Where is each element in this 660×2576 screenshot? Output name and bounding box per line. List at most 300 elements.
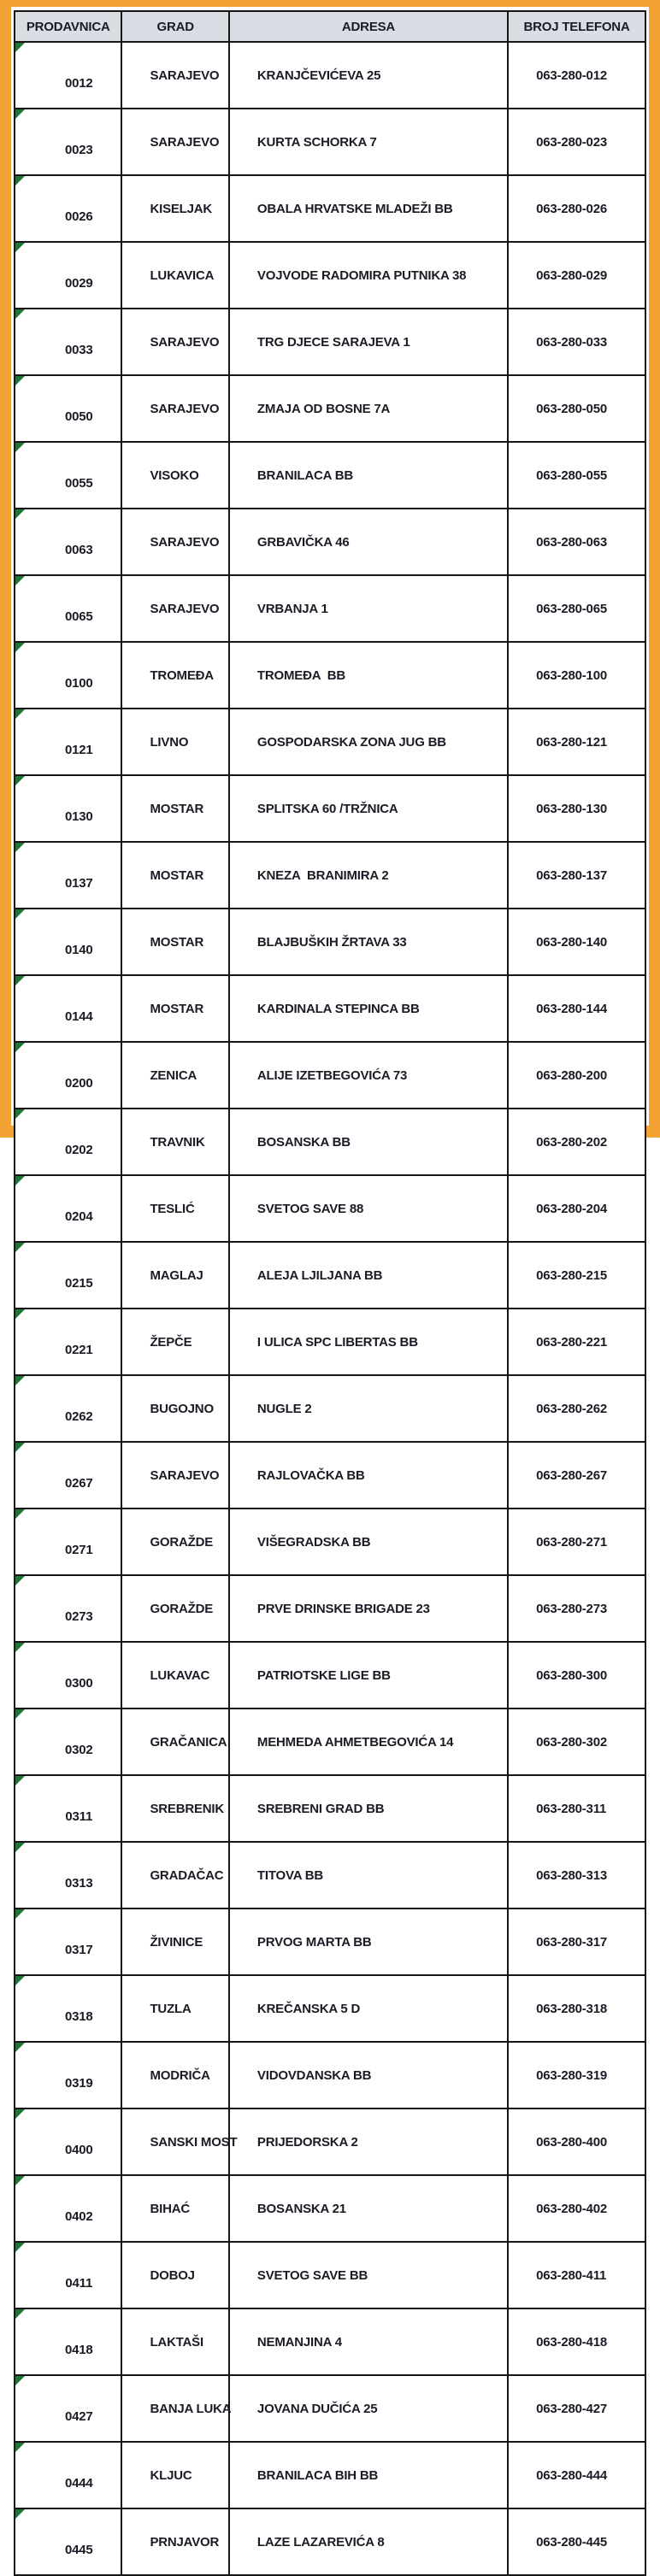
phone-number: 063-280-023 bbox=[536, 134, 607, 150]
cell-prodavnica bbox=[15, 1309, 121, 1375]
street-address: ALIJE IZETBEGOVIĆA 73 bbox=[256, 1067, 408, 1083]
cell-prodavnica bbox=[15, 2175, 121, 2242]
phone-number: 063-280-204 bbox=[536, 1201, 607, 1216]
cell-broj-telefona bbox=[508, 1442, 645, 1509]
store-code: 0411 bbox=[65, 2276, 93, 2291]
city-name: SARAJEVO bbox=[150, 134, 220, 150]
cell-broj-telefona bbox=[508, 309, 645, 375]
green-triangle-icon bbox=[15, 776, 25, 785]
stores-table bbox=[14, 10, 646, 2576]
col-header-broj-telefona: BROJ TELEFONA bbox=[508, 11, 645, 42]
street-address: BOSANSKA BB bbox=[256, 1134, 351, 1150]
green-triangle-icon bbox=[15, 176, 25, 185]
green-triangle-icon bbox=[15, 2509, 25, 2519]
cell-broj-telefona bbox=[508, 709, 645, 775]
cell-adresa bbox=[229, 2308, 508, 2375]
green-triangle-icon bbox=[15, 1443, 25, 1452]
cell-grad bbox=[121, 309, 228, 375]
cell-adresa bbox=[229, 1642, 508, 1709]
phone-number: 063-280-050 bbox=[536, 401, 607, 416]
cell-adresa bbox=[229, 1509, 508, 1575]
cell-adresa bbox=[229, 1442, 508, 1509]
cell-grad bbox=[121, 1109, 228, 1175]
city-name: SARAJEVO bbox=[150, 68, 220, 83]
store-code: 0130 bbox=[64, 809, 93, 824]
cell-grad bbox=[121, 1509, 228, 1575]
cell-prodavnica bbox=[15, 709, 121, 775]
store-code: 0144 bbox=[64, 1009, 93, 1024]
cell-adresa bbox=[229, 1709, 508, 1775]
green-triangle-icon bbox=[15, 443, 25, 452]
street-address: VIŠEGRADSKA BB bbox=[256, 1534, 371, 1550]
city-name: BIHAĆ bbox=[150, 2201, 190, 2216]
cell-grad bbox=[121, 1175, 228, 1242]
table-row bbox=[15, 42, 645, 109]
city-name: GRAČANICA bbox=[150, 1734, 227, 1750]
cell-broj-telefona bbox=[508, 1642, 645, 1709]
cell-grad bbox=[121, 2042, 228, 2108]
cell-broj-telefona bbox=[508, 242, 645, 309]
cell-broj-telefona bbox=[508, 642, 645, 709]
city-name: KISELJAK bbox=[150, 201, 213, 216]
city-name: MOSTAR bbox=[150, 1001, 204, 1016]
cell-broj-telefona bbox=[508, 1509, 645, 1575]
street-address: KREČANSKA 5 D bbox=[256, 2001, 361, 2016]
cell-adresa bbox=[229, 1042, 508, 1109]
cell-adresa bbox=[229, 2108, 508, 2175]
phone-number: 063-280-313 bbox=[536, 1867, 607, 1883]
store-code: 0012 bbox=[64, 76, 93, 91]
city-name: VISOKO bbox=[150, 468, 199, 483]
cell-broj-telefona bbox=[508, 842, 645, 909]
cell-prodavnica bbox=[15, 442, 121, 509]
phone-number: 063-280-267 bbox=[536, 1467, 607, 1483]
store-code: 0026 bbox=[64, 209, 93, 224]
cell-prodavnica bbox=[15, 175, 121, 242]
city-name: PRNJAVOR bbox=[150, 2534, 220, 2550]
store-code: 0271 bbox=[64, 1543, 93, 1557]
green-triangle-icon bbox=[15, 1843, 25, 1852]
cell-adresa bbox=[229, 175, 508, 242]
store-code: 0427 bbox=[64, 2409, 93, 2424]
cell-adresa bbox=[229, 909, 508, 975]
cell-prodavnica bbox=[15, 375, 121, 442]
phone-number: 063-280-318 bbox=[536, 2001, 607, 2016]
store-code: 0319 bbox=[64, 2076, 93, 2091]
cell-broj-telefona bbox=[508, 1375, 645, 1442]
cell-grad bbox=[121, 842, 228, 909]
street-address: PRVOG MARTA BB bbox=[256, 1934, 372, 1950]
city-name: LUKAVAC bbox=[150, 1667, 210, 1683]
cell-adresa bbox=[229, 2042, 508, 2108]
street-address: BRANILACA BIH BB bbox=[256, 2467, 379, 2483]
store-code: 0033 bbox=[64, 343, 93, 357]
phone-number: 063-280-427 bbox=[536, 2401, 607, 2416]
phone-number: 063-280-402 bbox=[536, 2201, 607, 2216]
green-triangle-icon bbox=[15, 1309, 25, 1319]
table-row bbox=[15, 2442, 645, 2508]
phone-number: 063-280-400 bbox=[536, 2134, 607, 2150]
table-row bbox=[15, 1642, 645, 1709]
cell-broj-telefona bbox=[508, 109, 645, 175]
phone-number: 063-280-055 bbox=[536, 468, 607, 483]
table-row bbox=[15, 2508, 645, 2575]
store-code: 0302 bbox=[64, 1743, 93, 1757]
col-header-adresa: ADRESA bbox=[229, 11, 508, 42]
table-row bbox=[15, 642, 645, 709]
cell-grad bbox=[121, 442, 228, 509]
green-triangle-icon bbox=[15, 1509, 25, 1519]
phone-number: 063-280-411 bbox=[536, 2267, 607, 2283]
table-row bbox=[15, 1175, 645, 1242]
cell-grad bbox=[121, 109, 228, 175]
city-name: TUZLA bbox=[150, 2001, 192, 2016]
phone-number: 063-280-202 bbox=[536, 1134, 607, 1150]
table-row bbox=[15, 309, 645, 375]
green-triangle-icon bbox=[15, 2443, 25, 2452]
cell-broj-telefona bbox=[508, 175, 645, 242]
cell-prodavnica bbox=[15, 2442, 121, 2508]
green-triangle-icon bbox=[15, 1909, 25, 1919]
city-name: BANJA LUKA bbox=[150, 2401, 232, 2416]
street-address: VOJVODE RADOMIRA PUTNIKA 38 bbox=[256, 268, 467, 283]
cell-prodavnica bbox=[15, 1442, 121, 1509]
table-row bbox=[15, 175, 645, 242]
table-row bbox=[15, 1309, 645, 1375]
store-code: 0065 bbox=[64, 609, 93, 624]
street-address: I ULICA SPC LIBERTAS BB bbox=[256, 1334, 418, 1350]
phone-number: 063-280-100 bbox=[536, 668, 607, 683]
street-address: GRBAVIČKA 46 bbox=[256, 534, 350, 550]
cell-grad bbox=[121, 1042, 228, 1109]
cell-grad bbox=[121, 1709, 228, 1775]
cell-prodavnica bbox=[15, 642, 121, 709]
green-triangle-icon bbox=[15, 909, 25, 919]
table-row bbox=[15, 375, 645, 442]
phone-number: 063-280-144 bbox=[536, 1001, 607, 1016]
green-triangle-icon bbox=[15, 709, 25, 719]
cell-adresa bbox=[229, 1575, 508, 1642]
cell-broj-telefona bbox=[508, 775, 645, 842]
cell-grad bbox=[121, 909, 228, 975]
cell-adresa bbox=[229, 709, 508, 775]
cell-grad bbox=[121, 175, 228, 242]
phone-number: 063-280-271 bbox=[536, 1534, 607, 1550]
street-address: OBALA HRVATSKE MLADEŽI BB bbox=[256, 201, 453, 216]
table-row bbox=[15, 909, 645, 975]
cell-broj-telefona bbox=[508, 2175, 645, 2242]
cell-grad bbox=[121, 1575, 228, 1642]
cell-prodavnica bbox=[15, 509, 121, 575]
phone-number: 063-280-063 bbox=[536, 534, 607, 550]
green-triangle-icon bbox=[15, 2176, 25, 2185]
cell-prodavnica bbox=[15, 2242, 121, 2308]
table-row bbox=[15, 1375, 645, 1442]
cell-adresa bbox=[229, 1242, 508, 1309]
phone-number: 063-280-300 bbox=[536, 1667, 607, 1683]
cell-adresa bbox=[229, 1842, 508, 1908]
city-name: MOSTAR bbox=[150, 867, 204, 883]
city-name: TROMEĐA bbox=[150, 668, 214, 683]
store-code: 0400 bbox=[64, 2143, 93, 2157]
store-code: 0418 bbox=[64, 2343, 93, 2357]
cell-broj-telefona bbox=[508, 1709, 645, 1775]
store-code: 0200 bbox=[64, 1076, 93, 1091]
cell-prodavnica bbox=[15, 1509, 121, 1575]
store-code: 0221 bbox=[64, 1343, 93, 1357]
street-address: JOVANA DUČIĆA 25 bbox=[256, 2401, 378, 2416]
store-code: 0121 bbox=[64, 743, 93, 757]
city-name: SANSKI MOST bbox=[150, 2134, 238, 2150]
street-address: PATRIOTSKE LIGE BB bbox=[256, 1667, 391, 1683]
street-address: ALEJA LJILJANA BB bbox=[256, 1267, 383, 1283]
store-code: 0204 bbox=[64, 1209, 93, 1224]
city-name: KLJUC bbox=[150, 2467, 192, 2483]
cell-grad bbox=[121, 1375, 228, 1442]
table-row bbox=[15, 842, 645, 909]
cell-prodavnica bbox=[15, 1842, 121, 1908]
green-triangle-icon bbox=[15, 1576, 25, 1585]
cell-adresa bbox=[229, 2175, 508, 2242]
cell-grad bbox=[121, 1309, 228, 1375]
cell-prodavnica bbox=[15, 1242, 121, 1309]
street-address: SPLITSKA 60 /TRŽNICA bbox=[256, 801, 398, 816]
city-name: SARAJEVO bbox=[150, 534, 220, 550]
table-row bbox=[15, 2042, 645, 2108]
store-code: 0262 bbox=[64, 1409, 93, 1424]
cell-grad bbox=[121, 1975, 228, 2042]
street-address: BRANILACA BB bbox=[256, 468, 353, 483]
table-row bbox=[15, 575, 645, 642]
cell-prodavnica bbox=[15, 2375, 121, 2442]
street-address: LAZE LAZAREVIĆA 8 bbox=[256, 2534, 385, 2550]
cell-broj-telefona bbox=[508, 375, 645, 442]
city-name: LIVNO bbox=[150, 734, 189, 750]
phone-number: 063-280-026 bbox=[536, 201, 607, 216]
street-address: GOSPODARSKA ZONA JUG BB bbox=[256, 734, 446, 750]
street-address: TRG DJECE SARAJEVA 1 bbox=[256, 334, 410, 350]
phone-number: 063-280-065 bbox=[536, 601, 607, 616]
street-address: KURTA SCHORKA 7 bbox=[256, 134, 377, 150]
table-row bbox=[15, 975, 645, 1042]
table-row bbox=[15, 2175, 645, 2242]
phone-number: 063-280-137 bbox=[536, 867, 607, 883]
store-code: 0023 bbox=[64, 143, 93, 157]
cell-adresa bbox=[229, 2375, 508, 2442]
green-triangle-icon bbox=[15, 643, 25, 652]
table-row bbox=[15, 2242, 645, 2308]
cell-broj-telefona bbox=[508, 1775, 645, 1842]
table-row bbox=[15, 2308, 645, 2375]
cell-prodavnica bbox=[15, 975, 121, 1042]
cell-prodavnica bbox=[15, 2508, 121, 2575]
phone-number: 063-280-444 bbox=[536, 2467, 607, 2483]
cell-prodavnica bbox=[15, 1175, 121, 1242]
cell-prodavnica bbox=[15, 242, 121, 309]
cell-broj-telefona bbox=[508, 1975, 645, 2042]
cell-adresa bbox=[229, 775, 508, 842]
cell-prodavnica bbox=[15, 309, 121, 375]
cell-prodavnica bbox=[15, 1908, 121, 1975]
cell-grad bbox=[121, 1908, 228, 1975]
cell-grad bbox=[121, 575, 228, 642]
cell-adresa bbox=[229, 1908, 508, 1975]
city-name: LUKAVICA bbox=[150, 268, 215, 283]
city-name: TRAVNIK bbox=[150, 1134, 205, 1150]
phone-number: 063-280-262 bbox=[536, 1401, 607, 1416]
phone-number: 063-280-012 bbox=[536, 68, 607, 83]
cell-grad bbox=[121, 975, 228, 1042]
table-row bbox=[15, 775, 645, 842]
cell-adresa bbox=[229, 509, 508, 575]
store-code: 0055 bbox=[64, 476, 93, 491]
city-name: DOBOJ bbox=[150, 2267, 195, 2283]
table-body bbox=[15, 42, 645, 2575]
city-name: ŽEPČE bbox=[150, 1334, 192, 1350]
table-row bbox=[15, 1242, 645, 1309]
cell-broj-telefona bbox=[508, 2242, 645, 2308]
green-triangle-icon bbox=[15, 1709, 25, 1719]
cell-adresa bbox=[229, 842, 508, 909]
cell-prodavnica bbox=[15, 1775, 121, 1842]
store-code: 0137 bbox=[64, 876, 93, 891]
table-row bbox=[15, 509, 645, 575]
city-name: ŽIVINICE bbox=[150, 1934, 203, 1950]
phone-number: 063-280-121 bbox=[536, 734, 607, 750]
table-row bbox=[15, 1709, 645, 1775]
cell-broj-telefona bbox=[508, 909, 645, 975]
store-code: 0267 bbox=[64, 1476, 93, 1491]
city-name: SARAJEVO bbox=[150, 601, 220, 616]
cell-grad bbox=[121, 2308, 228, 2375]
cell-broj-telefona bbox=[508, 1242, 645, 1309]
cell-broj-telefona bbox=[508, 975, 645, 1042]
street-address: BOSANSKA 21 bbox=[256, 2201, 346, 2216]
street-address: SREBRENI GRAD BB bbox=[256, 1801, 385, 1816]
cell-grad bbox=[121, 1775, 228, 1842]
green-triangle-icon bbox=[15, 2376, 25, 2385]
store-code: 0050 bbox=[64, 409, 93, 424]
phone-number: 063-280-221 bbox=[536, 1334, 607, 1350]
cell-adresa bbox=[229, 309, 508, 375]
cell-adresa bbox=[229, 2508, 508, 2575]
cell-adresa bbox=[229, 575, 508, 642]
green-triangle-icon bbox=[15, 1776, 25, 1785]
city-name: MOSTAR bbox=[150, 934, 204, 950]
col-header-grad: GRAD bbox=[121, 11, 228, 42]
table-row bbox=[15, 1509, 645, 1575]
city-name: SREBRENIK bbox=[150, 1801, 225, 1816]
cell-broj-telefona bbox=[508, 2308, 645, 2375]
green-triangle-icon bbox=[15, 576, 25, 585]
store-code: 0445 bbox=[64, 2543, 93, 2557]
table-row bbox=[15, 442, 645, 509]
col-header-prodavnica: PRODAVNICA bbox=[15, 11, 121, 42]
cell-broj-telefona bbox=[508, 2108, 645, 2175]
green-triangle-icon bbox=[15, 1643, 25, 1652]
cell-prodavnica bbox=[15, 2308, 121, 2375]
phone-number: 063-280-130 bbox=[536, 801, 607, 816]
street-address: KARDINALA STEPINCA BB bbox=[256, 1001, 420, 1016]
store-code: 0300 bbox=[64, 1676, 93, 1691]
green-triangle-icon bbox=[15, 376, 25, 385]
phone-number: 063-280-418 bbox=[536, 2334, 607, 2350]
cell-adresa bbox=[229, 1375, 508, 1442]
cell-prodavnica bbox=[15, 775, 121, 842]
street-address: VIDOVDANSKA BB bbox=[256, 2067, 372, 2083]
green-triangle-icon bbox=[15, 43, 25, 52]
phone-number: 063-280-200 bbox=[536, 1067, 607, 1083]
phone-number: 063-280-445 bbox=[536, 2534, 607, 2550]
cell-prodavnica bbox=[15, 42, 121, 109]
table-row bbox=[15, 2108, 645, 2175]
cell-prodavnica bbox=[15, 2042, 121, 2108]
city-name: MOSTAR bbox=[150, 801, 204, 816]
cell-prodavnica bbox=[15, 1109, 121, 1175]
cell-grad bbox=[121, 775, 228, 842]
phone-number: 063-280-319 bbox=[536, 2067, 607, 2083]
store-code: 0444 bbox=[64, 2476, 93, 2491]
table-row bbox=[15, 1975, 645, 2042]
cell-grad bbox=[121, 642, 228, 709]
street-address: NEMANJINA 4 bbox=[256, 2334, 342, 2350]
street-address: NUGLE 2 bbox=[256, 1401, 312, 1416]
cell-grad bbox=[121, 509, 228, 575]
cell-broj-telefona bbox=[508, 1842, 645, 1908]
cell-adresa bbox=[229, 1775, 508, 1842]
table-row bbox=[15, 1109, 645, 1175]
table-wrapper bbox=[11, 7, 649, 2557]
street-address: BLAJBUŠKIH ŽRTAVA 33 bbox=[256, 934, 407, 950]
city-name: SARAJEVO bbox=[150, 334, 220, 350]
store-code: 0215 bbox=[64, 1276, 93, 1291]
city-name: BUGOJNO bbox=[150, 1401, 214, 1416]
green-triangle-icon bbox=[15, 1376, 25, 1385]
phone-number: 063-280-215 bbox=[536, 1267, 607, 1283]
street-address: KNEZA BRANIMIRA 2 bbox=[256, 867, 389, 883]
cell-prodavnica bbox=[15, 909, 121, 975]
cell-grad bbox=[121, 2375, 232, 2442]
store-code: 0100 bbox=[64, 676, 93, 691]
cell-broj-telefona bbox=[508, 1908, 645, 1975]
street-address: MEHMEDA AHMETBEGOVIĆA 14 bbox=[256, 1734, 454, 1750]
cell-broj-telefona bbox=[508, 42, 645, 109]
header-row bbox=[15, 11, 645, 42]
cell-grad bbox=[121, 1442, 228, 1509]
phone-number: 063-280-311 bbox=[536, 1801, 607, 1816]
table-row bbox=[15, 1575, 645, 1642]
table-row bbox=[15, 709, 645, 775]
cell-broj-telefona bbox=[508, 2442, 645, 2508]
city-name: GORAŽDE bbox=[150, 1601, 214, 1616]
cell-adresa bbox=[229, 642, 508, 709]
cell-grad bbox=[121, 242, 228, 309]
cell-prodavnica bbox=[15, 2108, 121, 2175]
store-code: 0029 bbox=[64, 276, 93, 291]
city-name: MODRIČA bbox=[150, 2067, 210, 2083]
green-triangle-icon bbox=[15, 1976, 25, 1985]
cell-broj-telefona bbox=[508, 2508, 645, 2575]
cell-broj-telefona bbox=[508, 442, 645, 509]
cell-broj-telefona bbox=[508, 2042, 645, 2108]
city-name: SARAJEVO bbox=[150, 401, 220, 416]
store-code: 0140 bbox=[64, 943, 93, 957]
cell-adresa bbox=[229, 375, 508, 442]
cell-broj-telefona bbox=[508, 1175, 645, 1242]
cell-prodavnica bbox=[15, 1709, 121, 1775]
cell-broj-telefona bbox=[508, 1109, 645, 1175]
city-name: GRADAČAC bbox=[150, 1867, 224, 1883]
